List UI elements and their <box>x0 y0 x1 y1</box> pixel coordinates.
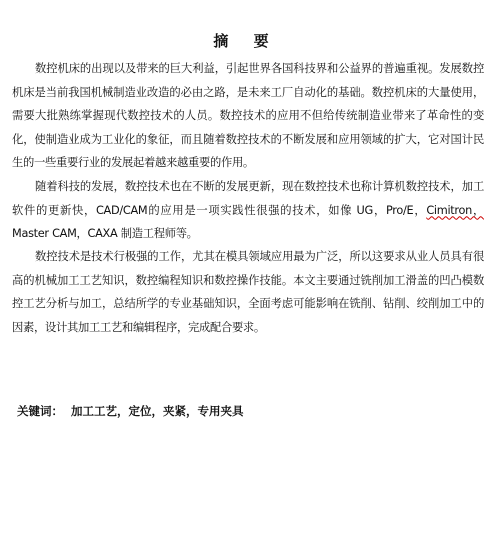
abstract-paragraph-2: 随着科技的发展，数控技术也在不断的发展更新，现在数控技术也称计算机数控技术，加工软件的更新快，CAD/CAM的应用是一项实践性很强的技术，如像 UG，Pro/E，Cimitron，Master CAM，CAXA 制造工程师等。 <box>12 180 484 241</box>
keywords-label: 关键词： <box>17 404 63 418</box>
abstract-title: 摘 要 <box>213 32 279 50</box>
keywords-line <box>17 403 244 419</box>
abstract-paragraph-3: 数控技术是技术行极强的工作，尤其在模具领域应用最为广泛，所以这要求从业人员具有很高的机械加工工艺知识，数控编程知识和数控操作技能。本文主要通过铣削加工滑盖的凹凸模数控工艺分析与加工，总结所学的专业基础知识，全面考虑可能影响在铣削、钻削、绞削加工中的因素，设计其加工工艺和编辑程序，完成配合要求。 <box>12 250 484 334</box>
keywords-value: 加工工艺，定位，夹紧，专用夹具 <box>71 404 244 418</box>
abstract-paragraph-1: 数控机床的出现以及带来的巨大利益，引起世界各国科技界和公益界的普遍重视。发展数控机床是当前我国机械制造业改造的必由之路，是未来工厂自动化的基础。数控机床的大量使用，需要大批熟练掌握现代数控技术的人员。数控技术的应用不但给传统制造业带来了革命性的变化，使制造业成为工业化的象征，而且随着数控技术的不断发展和应用领域的扩大，它对国计民生的一些重要行业的发展起着越来越重要的作用。 <box>12 62 484 170</box>
spellcheck-underline: Cimitron， <box>426 203 484 217</box>
